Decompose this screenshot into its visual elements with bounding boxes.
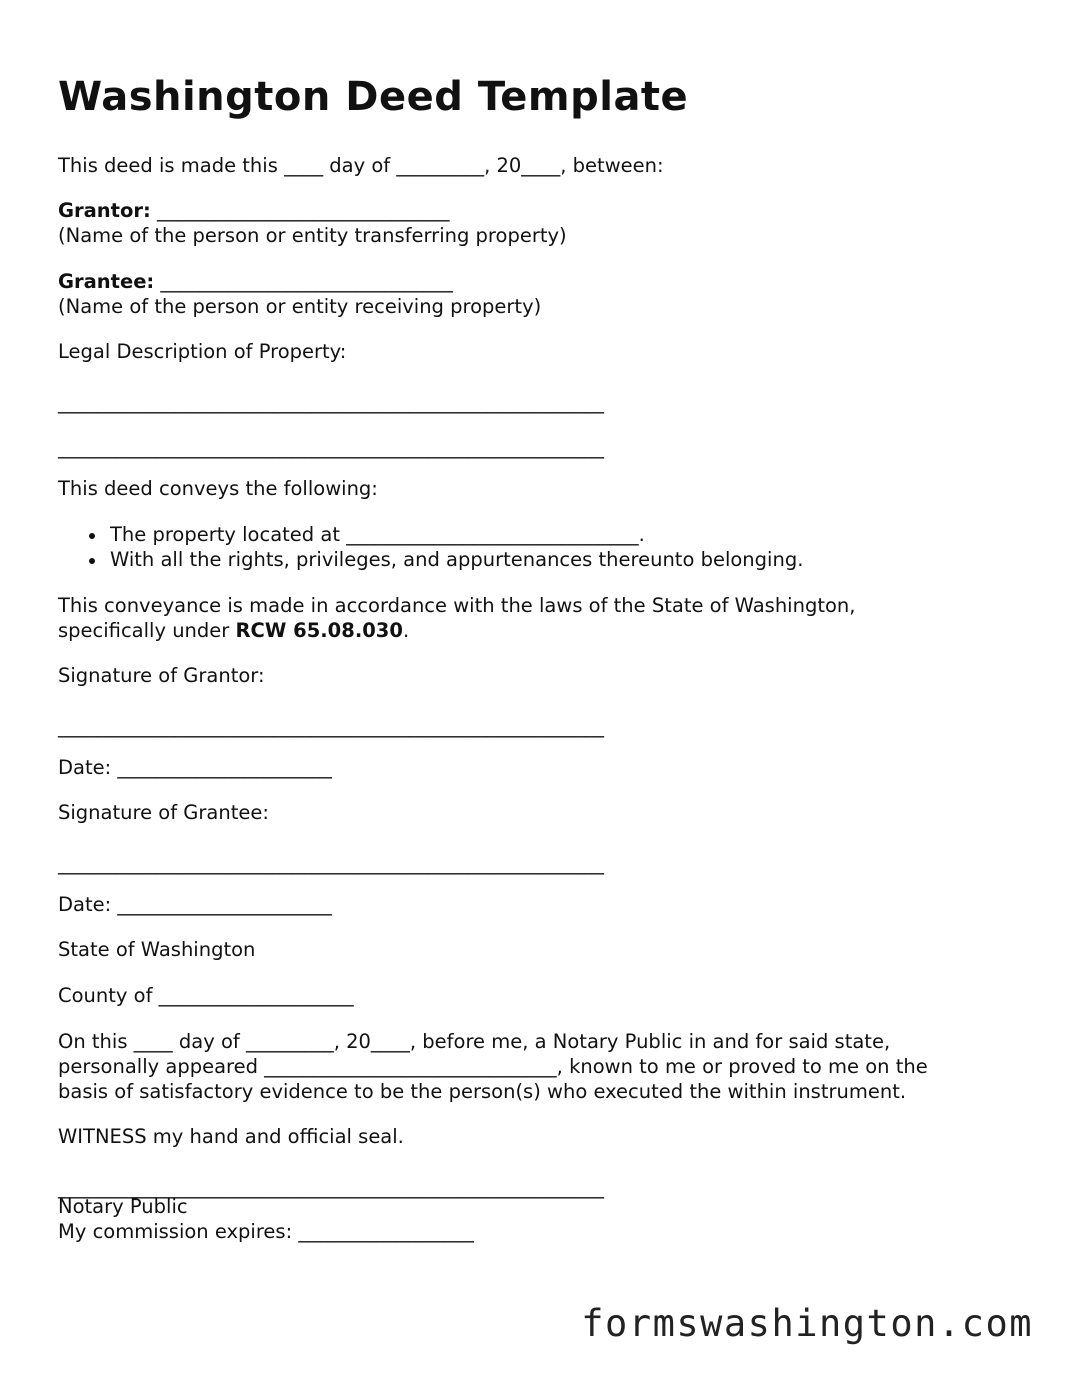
grantee-field [58, 269, 453, 294]
site-watermark: formswashington.com [581, 1302, 1033, 1345]
witness-text: WITNESS my hand and official seal. [58, 1125, 404, 1148]
grantor-blank: ______________________________ [150, 199, 450, 222]
conveyance-line-2 [58, 618, 409, 643]
grantor-signature-label: Signature of Grantor: [58, 664, 265, 687]
notary-paragraph-line-1: On this ____ day of _________, 20____, before me, a Notary Public in and for said state, [58, 1030, 891, 1053]
grantee-label: Grantee: [58, 270, 155, 293]
notary-paragraph-line-2: personally appeared ______________________________, known to me or proved to me on the [58, 1055, 928, 1078]
notary-state: State of Washington [58, 938, 256, 961]
conveyance-suffix: . [402, 619, 410, 642]
statute-reference: RCW 65.08.030 [235, 619, 403, 642]
conveyance-line-1: This conveyance is made in accordance with the laws of the State of Washington, [58, 594, 856, 617]
legal-description-line-2: ________________________________________________________ [58, 436, 604, 459]
intro-text: This deed is made this ____ day of _________, 20____, between: [58, 154, 664, 177]
grantee-signature-label: Signature of Grantee: [58, 801, 269, 824]
notary-county: County of ____________________ [58, 984, 354, 1007]
notary-title: Notary Public [58, 1195, 188, 1218]
conveyance-prefix: specifically under [58, 619, 236, 642]
grantor-label: Grantor: [58, 199, 151, 222]
legal-description-line-1: ________________________________________________________ [58, 391, 604, 414]
grantee-signature-line: ________________________________________________________ [58, 852, 604, 875]
conveys-list [58, 522, 803, 572]
list-item: With all the rights, privileges, and appurtenances thereunto belonging. [58, 547, 803, 572]
grantee-date-field: Date: ______________________ [58, 893, 332, 916]
grantor-note: (Name of the person or entity transferring property) [58, 224, 567, 247]
grantor-field [58, 198, 450, 223]
notary-signature-line: ________________________________________________________ [58, 1176, 604, 1199]
notary-paragraph-line-3: basis of satisfactory evidence to be the person(s) who executed the within instrument. [58, 1080, 907, 1103]
legal-description-label: Legal Description of Property: [58, 340, 347, 363]
page-title: Washington Deed Template [58, 74, 689, 120]
commission-expires: My commission expires: __________________ [58, 1220, 474, 1243]
grantor-signature-line: ________________________________________________________ [58, 715, 604, 738]
conveys-label: This deed conveys the following: [58, 477, 378, 500]
list-item: The property located at ______________________________. [58, 522, 803, 547]
grantee-blank: ______________________________ [154, 270, 453, 293]
grantor-date-field: Date: ______________________ [58, 756, 332, 779]
grantee-note: (Name of the person or entity receiving property) [58, 295, 542, 318]
